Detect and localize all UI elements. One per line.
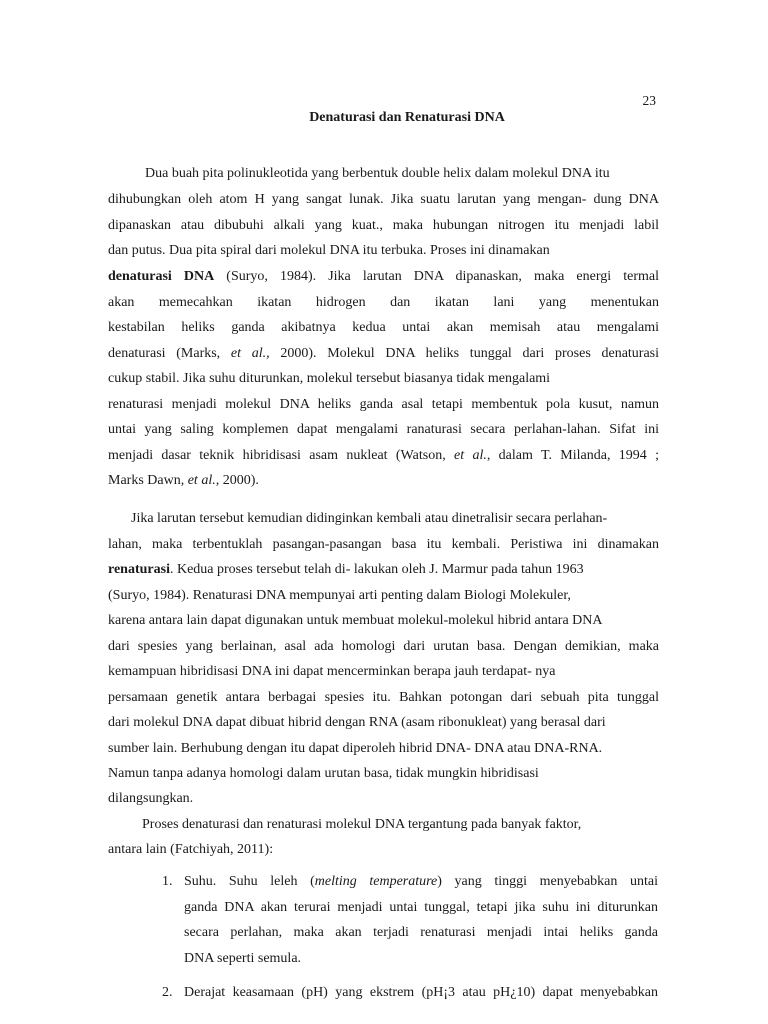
paragraph-line: Proses denaturasi dan renaturasi molekul DNA tergantung pada banyak faktor,: [142, 817, 582, 832]
paragraph-line: Dua buah pita polinukleotida yang berbentuk double helix dalam molekul DNA itu: [145, 166, 610, 181]
paragraph-line: untai yang saling komplemen dapat mengalami ranaturasi secara perlahan-lahan. Sifat ini: [108, 422, 659, 437]
section-title: Denaturasi dan Renaturasi DNA: [309, 110, 505, 125]
paragraph-line: persamaan genetik antara berbagai spesies itu. Bahkan potongan dari sebuah pita tunggal: [108, 690, 659, 705]
paragraph-line: Marks Dawn, et al., 2000).: [108, 473, 259, 488]
paragraph-line: akan memecahkan ikatan hidrogen dan ikatan lani yang menentukan: [108, 295, 659, 310]
paragraph-line: dan putus. Dua pita spiral dari molekul DNA itu terbuka. Proses ini dinamakan: [108, 243, 550, 258]
page-number: 23: [642, 93, 656, 108]
paragraph-line: cukup stabil. Jika suhu diturunkan, molekul tersebut biasanya tidak mengalami: [108, 371, 551, 386]
paragraph-line: menjadi dasar teknik hibridisasi asam nukleat (Watson, et al., dalam T. Milanda, 1994 ;: [108, 448, 659, 463]
paragraph-line: dari molekul DNA dapat dibuat hibrid dengan RNA (asam ribonukleat) yang berasal dari: [108, 715, 606, 730]
paragraph-line: renaturasi. Kedua proses tersebut telah di- lakukan oleh J. Marmur pada tahun 1963: [108, 562, 584, 577]
paragraph-line: lahan, maka terbentuklah pasangan-pasangan basa itu kembali. Peristiwa ini dinamakan: [108, 537, 659, 552]
paragraph-line: dihubungkan oleh atom H yang sangat lunak. Jika suatu larutan yang mengan- dung DNA: [108, 192, 659, 207]
term-renaturasi: renaturasi: [108, 562, 170, 577]
list-item-line: Derajat keasamaan (pH) yang ekstrem (pH¡3 atau pH¿10) dapat menyebabkan: [184, 985, 658, 1000]
paragraph-line: dari spesies yang berlainan, asal ada homologi dari urutan basa. Dengan demikian, maka: [108, 639, 659, 654]
paragraph-line: denaturasi (Marks, et al., 2000). Molekul DNA heliks tunggal dari proses denaturasi: [108, 346, 660, 361]
list-marker: 2.: [162, 985, 173, 1000]
list-item-line: ganda DNA akan terurai menjadi untai tunggal, tetapi jika suhu ini diturunkan: [184, 900, 658, 915]
paragraph-line: denaturasi DNA (Suryo, 1984). Jika larutan DNA dipanaskan, maka energi termal: [108, 269, 659, 284]
paragraph-line: antara lain (Fatchiyah, 2011):: [108, 842, 274, 857]
paragraph-line: (Suryo, 1984). Renaturasi DNA mempunyai arti penting dalam Biologi Molekuler,: [108, 588, 571, 603]
term-denaturasi: denaturasi DNA: [108, 269, 215, 284]
list-item-line: secara perlahan, maka akan terjadi renaturasi menjadi intai heliks ganda: [184, 925, 658, 940]
paragraph-line: dilangsungkan.: [108, 791, 194, 806]
paragraph-line: dipanaskan atau dibubuhi alkali yang kuat., maka hubungan nitrogen itu menjadi labil: [108, 218, 659, 233]
list-marker: 1.: [162, 874, 173, 889]
paragraph-line: karena antara lain dapat digunakan untuk membuat molekul-molekul hibrid antara DNA: [108, 613, 603, 628]
paragraph-line: renaturasi menjadi molekul DNA heliks ganda asal tetapi membentuk pola kusut, namun: [108, 397, 659, 412]
paragraph-line: kemampuan hibridisasi DNA ini dapat mencerminkan berapa jauh terdapat- nya: [108, 664, 556, 679]
paragraph-line: Namun tanpa adanya homologi dalam urutan basa, tidak mungkin hibridisasi: [108, 766, 539, 781]
list-item-line: Suhu. Suhu leleh (melting temperature) yang tinggi menyebabkan untai: [184, 874, 658, 889]
paragraph-line: sumber lain. Berhubung dengan itu dapat diperoleh hibrid DNA- DNA atau DNA-RNA.: [108, 741, 603, 756]
paragraph-line: kestabilan heliks ganda akibatnya kedua untai akan memisah atau mengalami: [108, 320, 659, 335]
list-item-line: DNA seperti semula.: [184, 951, 302, 966]
paragraph-line: Jika larutan tersebut kemudian didinginkan kembali atau dinetralisir secara perlahan-: [131, 511, 608, 526]
